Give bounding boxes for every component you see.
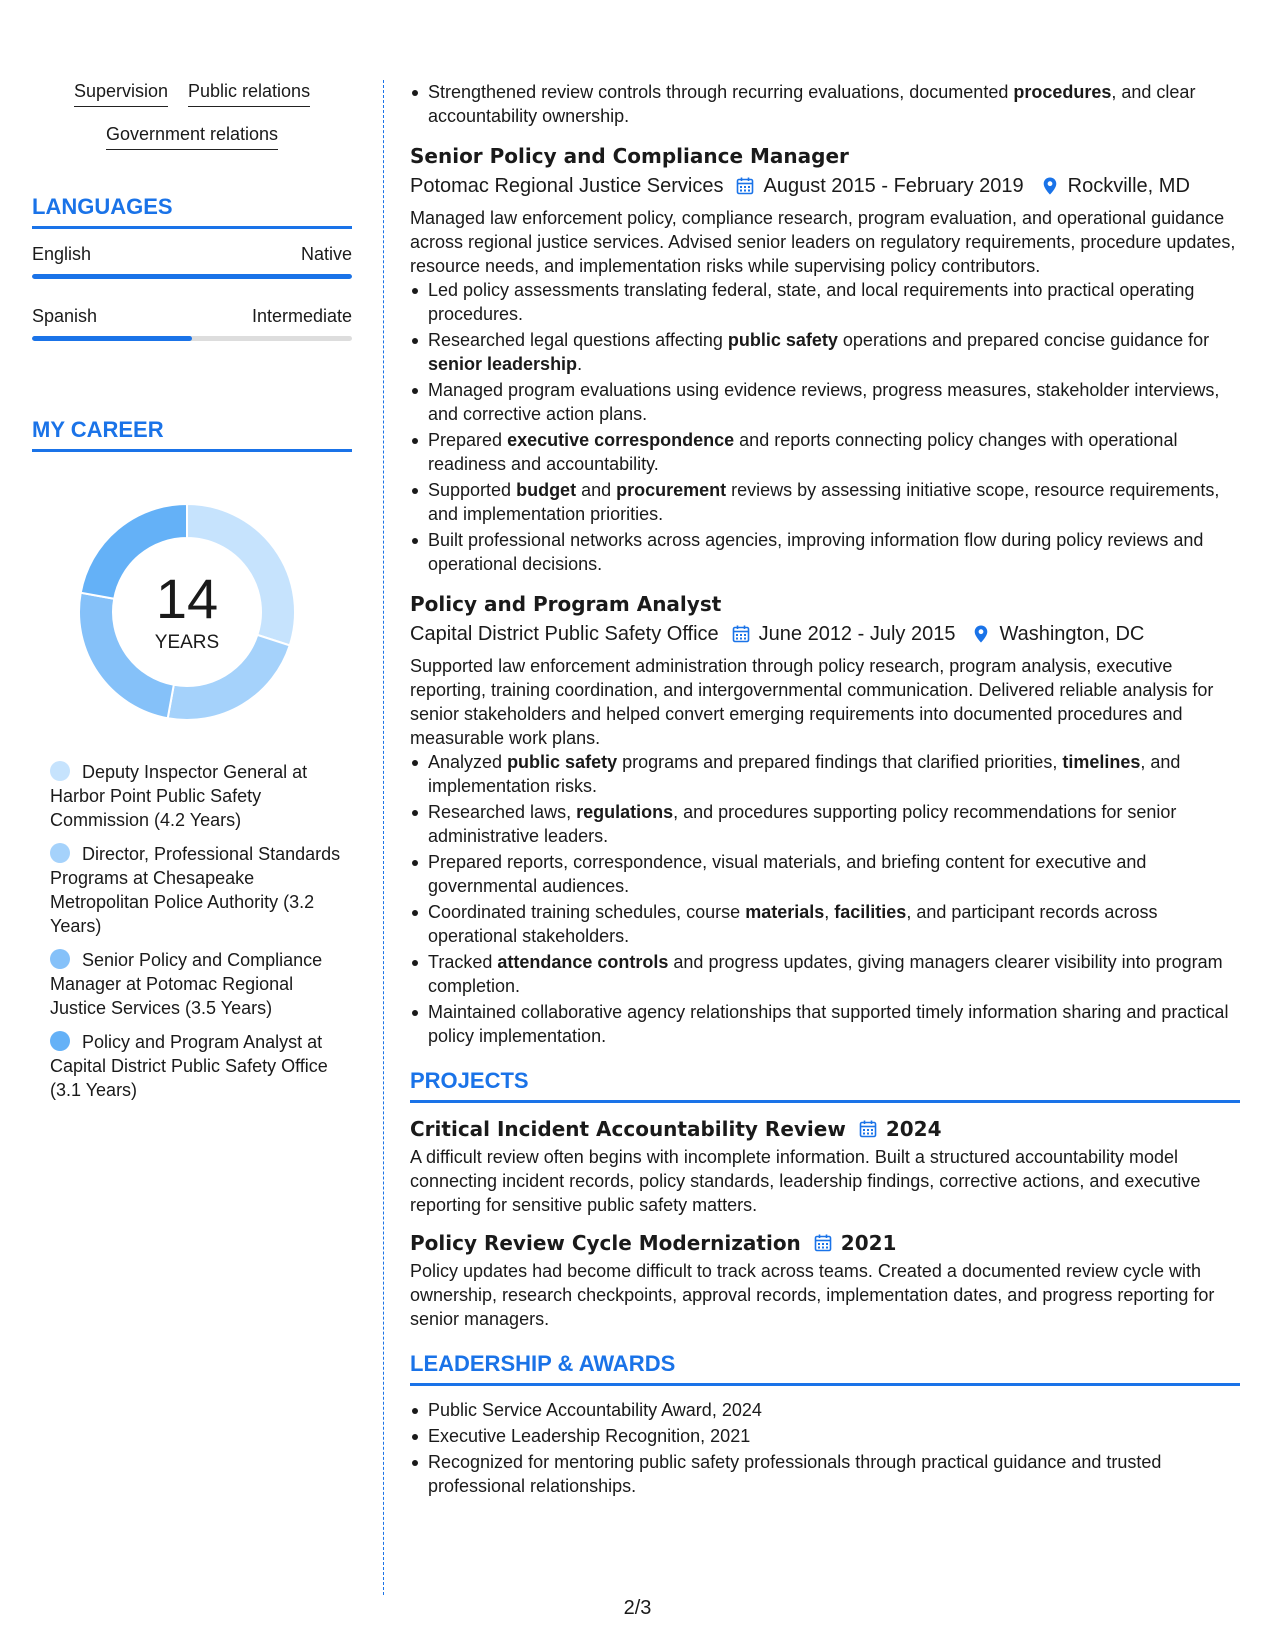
bullet-item: Built professional networks across agencies, improving information flow during policy reviews and operational decisions. (410, 528, 1240, 576)
map-pin-icon (1040, 176, 1060, 196)
career-legend-text: Deputy Inspector General at Harbor Point Public Safety Commission (4.2 Years) (50, 762, 308, 830)
bullet-item: Researched legal questions affecting public safety operations and prepared concise guidance for senior leadership. (410, 328, 1240, 376)
bullet-item: Researched laws, regulations, and procedures supporting policy recommendations for senior administrative leaders. (410, 800, 1240, 848)
job-bullet-list (410, 278, 1240, 576)
language-proficiency-fill (32, 336, 192, 341)
skill-tag: Government relations (106, 123, 278, 150)
project-name: Policy Review Cycle Modernization (410, 1231, 801, 1255)
calendar-icon (735, 176, 755, 196)
project-header (410, 1115, 1240, 1143)
legend-dot-icon (50, 949, 70, 969)
language-item (32, 305, 352, 341)
projects-title: PROJECTS (410, 1068, 1240, 1103)
bullet-item: Led policy assessments translating federal, state, and local requirements into practical operating procedures. (410, 278, 1240, 326)
bullet-item: Coordinated training schedules, course materials, facilities, and participant records across operational stakeholders. (410, 900, 1240, 948)
career-legend-item (50, 948, 352, 1020)
legend-dot-icon (50, 843, 70, 863)
project-header (410, 1229, 1240, 1257)
bullet-item: Managed program evaluations using evidence reviews, progress measures, stakeholder interviews, and corrective action plans. (410, 378, 1240, 426)
calendar-icon (731, 624, 751, 644)
job-dates: June 2012 - July 2015 (758, 623, 956, 645)
language-proficiency-bar (32, 336, 352, 341)
legend-dot-icon (50, 1031, 70, 1051)
continued-bullet-list (410, 80, 1240, 128)
bullet-item: Prepared executive correspondence and reports connecting policy changes with operational readiness and accountability. (410, 428, 1240, 476)
job-entry (410, 142, 1240, 576)
column-divider (383, 80, 384, 1595)
language-name: English (32, 244, 92, 264)
job-meta (410, 172, 1240, 200)
right-column (410, 80, 1240, 1500)
bullet-item: Prepared reports, correspondence, visual materials, and briefing content for executive and governmental audiences. (410, 850, 1240, 898)
career-legend-item (50, 842, 352, 938)
career-legend-text: Director, Professional Standards Programs at Chesapeake Metropolitan Police Authority (3.2 Years) (50, 844, 341, 936)
job-description: Supported law enforcement administration through policy research, program analysis, executive reporting, training coordination, and intergovernmental communication. Delivered reliable analysis for senior stakeholders and helped convert emerging requirements into documented procedures and measurable work plans. (410, 656, 1214, 748)
language-row (32, 305, 352, 327)
languages-section (32, 194, 352, 341)
language-row (32, 243, 352, 265)
skills-row-2 (32, 123, 352, 150)
legend-dot-icon (50, 761, 70, 781)
career-donut-chart (67, 492, 307, 732)
skills-row-1 (32, 80, 352, 107)
project-year: 2021 (840, 1231, 897, 1255)
bullet-item: Analyzed public safety programs and prepared findings that clarified priorities, timelines, and implementation risks. (410, 750, 1240, 798)
career-legend-text: Senior Policy and Compliance Manager at Potomac Regional Justice Services (3.5 Years) (50, 950, 323, 1018)
career-legend-item (50, 1030, 352, 1102)
career-title: MY CAREER (32, 417, 352, 452)
page-number: 2/3 (623, 1597, 652, 1619)
award-item: Recognized for mentoring public safety professionals through practical guidance and trusted professional relationships. (410, 1450, 1240, 1498)
project-description: Policy updates had become difficult to track across teams. Created a documented review cycle with ownership, research checkpoints, approval records, implementation dates, and progress reporting for senior managers. (410, 1261, 1215, 1329)
job-description: Managed law enforcement policy, compliance research, program evaluation, and operational guidance across regional justice services. Advised senior leaders on regulatory requirements, procedure updates, resource needs, and implementation risks while supervising policy contributors. (410, 208, 1236, 276)
career-section (32, 417, 352, 1102)
language-item (32, 243, 352, 279)
language-proficiency-fill (32, 274, 352, 279)
awards-list (410, 1398, 1240, 1498)
left-column (32, 80, 352, 1112)
skill-tag: Public relations (188, 80, 310, 107)
job-meta (410, 620, 1240, 648)
bullet-item: Supported budget and procurement reviews by assessing initiative scope, resource requirements, and implementation priorities. (410, 478, 1240, 526)
project-entry (410, 1229, 1240, 1331)
job-location: Washington, DC (999, 623, 1145, 645)
skill-tag: Supervision (74, 80, 168, 107)
projects-section (410, 1068, 1240, 1331)
language-proficiency-bar (32, 274, 352, 279)
languages-title: LANGUAGES (32, 194, 352, 229)
language-level: Intermediate (251, 306, 352, 326)
experience-list (410, 142, 1240, 1048)
job-company: Potomac Regional Justice Services (410, 175, 724, 197)
language-level: Native (300, 244, 352, 264)
job-bullet-list (410, 750, 1240, 1048)
career-legend-item (50, 760, 352, 832)
awards-title: LEADERSHIP & AWARDS (410, 1351, 1240, 1386)
project-entry (410, 1115, 1240, 1217)
career-legend (32, 760, 352, 1102)
total-years-label: YEARS (154, 632, 220, 653)
award-item: Public Service Accountability Award, 2024 (410, 1398, 1240, 1422)
job-title: Policy and Program Analyst (410, 592, 722, 616)
calendar-icon (858, 1119, 878, 1139)
project-name: Critical Incident Accountability Review (410, 1117, 846, 1141)
project-year: 2024 (885, 1117, 942, 1141)
language-name: Spanish (32, 306, 98, 326)
project-description: A difficult review often begins with incomplete information. Built a structured accountability model connecting incident records, policy standards, leadership findings, corrective actions, and executive reporting for sensitive public safety matters. (410, 1147, 1201, 1215)
bullet-item: Strengthened review controls through recurring evaluations, documented procedures, and clear accountability ownership. (410, 80, 1240, 128)
awards-section (410, 1351, 1240, 1498)
skills-section (32, 80, 352, 150)
award-item: Executive Leadership Recognition, 2021 (410, 1424, 1240, 1448)
job-title: Senior Policy and Compliance Manager (410, 144, 849, 168)
job-location: Rockville, MD (1067, 175, 1190, 197)
career-legend-text: Policy and Program Analyst at Capital District Public Safety Office (3.1 Years) (50, 1032, 328, 1100)
calendar-icon (813, 1233, 833, 1253)
job-dates: August 2015 - February 2019 (763, 175, 1024, 197)
bullet-item: Maintained collaborative agency relationships that supported timely information sharing and practical policy implementation. (410, 1000, 1240, 1048)
job-entry (410, 590, 1240, 1048)
donut-center (67, 492, 307, 732)
bullet-item: Tracked attendance controls and progress updates, giving managers clearer visibility into program completion. (410, 950, 1240, 998)
project-list (410, 1115, 1240, 1331)
map-pin-icon (971, 624, 991, 644)
job-company: Capital District Public Safety Office (410, 623, 719, 645)
total-years-value: 14 (155, 567, 219, 630)
